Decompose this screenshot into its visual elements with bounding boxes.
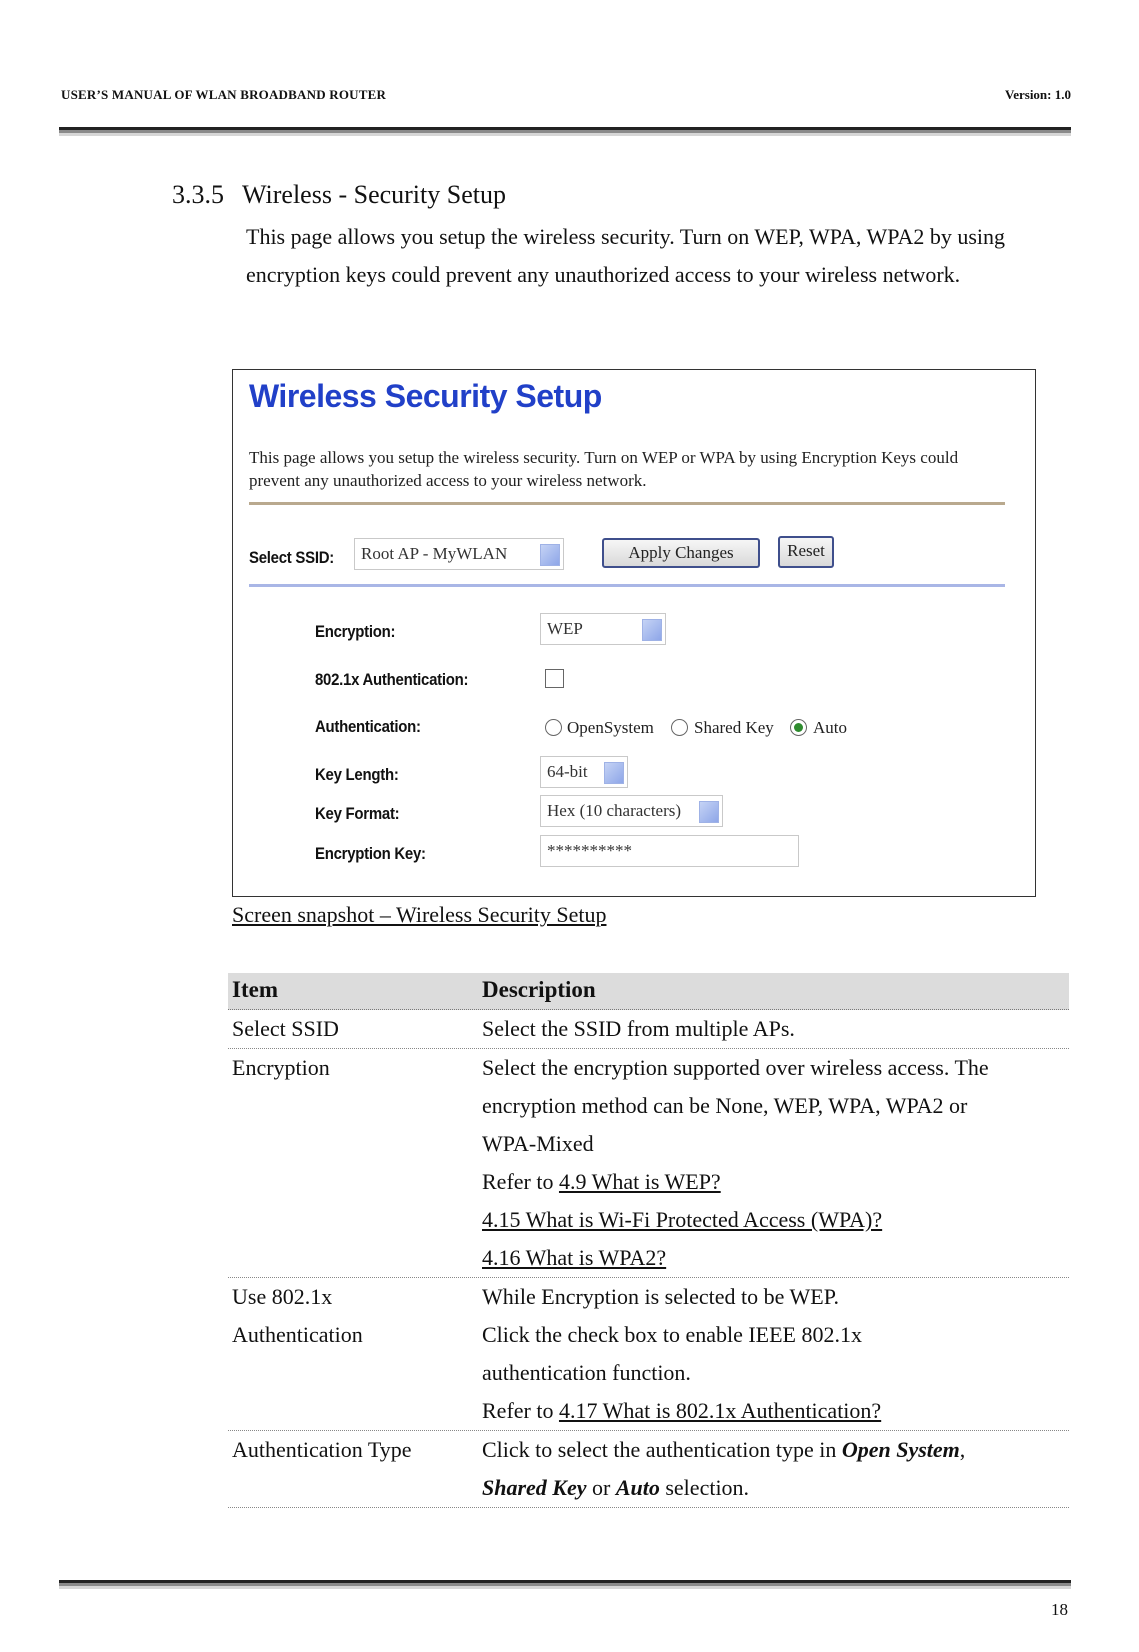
key-format-label: Key Format: — [315, 804, 400, 823]
item-line: Use 802.1x — [232, 1284, 333, 1309]
header-item: Item — [232, 977, 278, 1002]
description-line: authentication function. — [482, 1360, 691, 1385]
auth-8021x-checkbox[interactable] — [545, 669, 564, 688]
radio-open-system[interactable] — [545, 719, 562, 736]
screenshot-page-title: Wireless Security Setup — [249, 378, 602, 414]
table-row — [228, 1049, 1069, 1278]
section-heading — [172, 180, 506, 210]
dropdown-arrow-icon — [540, 544, 560, 566]
manual-version: Version: 1.0 — [1005, 87, 1071, 102]
description-line — [482, 1469, 1069, 1507]
refer-line — [482, 1163, 1069, 1201]
description-line: While Encryption is selected to be WEP. — [482, 1284, 840, 1309]
section-number: 3.3.5 — [172, 180, 224, 209]
header-description: Description — [482, 977, 596, 1002]
table-row — [228, 1010, 1069, 1049]
row-description — [482, 1010, 1069, 1048]
table-row — [228, 1278, 1069, 1431]
screenshot-caption: Screen snapshot – Wireless Security Setup — [232, 902, 607, 927]
row-item: Authentication Type — [232, 1437, 412, 1462]
reset-button[interactable]: Reset — [778, 536, 834, 568]
select-ssid-label: Select SSID: — [249, 548, 334, 567]
encryption-select[interactable] — [540, 613, 666, 645]
authentication-label: Authentication: — [315, 717, 421, 736]
ssid-select-value: Root AP - MyWLAN — [361, 544, 508, 563]
refer-prefix: Refer to — [482, 1398, 559, 1423]
encryption-key-label: Encryption Key: — [315, 844, 426, 863]
key-format-select[interactable] — [540, 795, 723, 827]
footer-rule — [59, 1580, 1071, 1589]
page-number: 18 — [1051, 1600, 1068, 1619]
text-segment: selection. — [659, 1475, 750, 1500]
divider — [249, 502, 1005, 505]
text-segment: , — [959, 1437, 966, 1462]
emphasis-auto: Auto — [615, 1475, 660, 1500]
emphasis-shared-key: Shared Key — [482, 1475, 587, 1500]
table-header — [228, 973, 1069, 1010]
key-length-value: 64-bit — [547, 762, 588, 781]
key-length-label: Key Length: — [315, 765, 399, 784]
row-description — [482, 1431, 1069, 1507]
refer-prefix: Refer to — [482, 1169, 559, 1194]
ssid-select[interactable] — [354, 538, 564, 570]
screenshot-description: This page allows you setup the wireless security. Turn on WEP or WPA by using Encryption Keys could prevent any unauthorized access to your wireless network. — [249, 448, 959, 490]
description-line: WPA-Mixed — [482, 1131, 594, 1156]
radio-shared-key-label: Shared Key — [694, 718, 774, 737]
row-description — [482, 1278, 1069, 1430]
refer-line — [482, 1392, 1069, 1430]
dropdown-arrow-icon — [604, 762, 624, 784]
description-line: Click the check box to enable IEEE 802.1x — [482, 1322, 862, 1347]
link-what-is-8021x[interactable]: 4.17 What is 802.1x Authentication? — [558, 1398, 882, 1423]
row-description — [482, 1049, 1069, 1277]
row-item: Select SSID — [232, 1016, 339, 1041]
radio-auto[interactable] — [790, 719, 807, 736]
link-what-is-wpa[interactable]: 4.15 What is Wi-Fi Protected Access (WPA)? — [482, 1207, 883, 1232]
dropdown-arrow-icon — [699, 801, 719, 823]
header-rule — [59, 127, 1071, 136]
description-line — [482, 1431, 1069, 1469]
link-what-is-wpa2[interactable]: 4.16 What is WPA2? — [482, 1245, 667, 1270]
dropdown-arrow-icon — [642, 619, 662, 641]
text-segment: Click to select the authentication type in — [482, 1437, 842, 1462]
link-what-is-wep[interactable]: 4.9 What is WEP? — [558, 1169, 721, 1194]
encryption-select-value: WEP — [547, 619, 583, 638]
router-screenshot — [232, 369, 1036, 897]
section-intro: This page allows you setup the wireless security. Turn on WEP, WPA, WPA2 by using encryption keys could prevent any unauthorized access to your wireless network. — [246, 224, 1006, 287]
table-row — [228, 1431, 1069, 1508]
apply-changes-button[interactable]: Apply Changes — [602, 538, 760, 568]
description-table — [228, 973, 1069, 1508]
row-item — [232, 1278, 472, 1354]
radio-shared-key[interactable] — [671, 719, 688, 736]
emphasis-open-system: Open System — [841, 1437, 960, 1462]
auth-8021x-label: 802.1x Authentication: — [315, 670, 469, 689]
description-line: encryption method can be None, WEP, WPA, WPA2 or — [482, 1093, 968, 1118]
radio-auto-label: Auto — [813, 718, 847, 737]
description-line: Select the encryption supported over wireless access. The — [482, 1055, 989, 1080]
divider — [249, 584, 1005, 587]
encryption-key-input[interactable]: ********** — [540, 835, 799, 867]
item-line: Authentication — [232, 1322, 363, 1347]
encryption-label: Encryption: — [315, 622, 396, 641]
manual-header-title: USER’S MANUAL OF WLAN BROADBAND ROUTER — [61, 87, 387, 102]
description-line: Select the SSID from multiple APs. — [482, 1016, 795, 1041]
key-format-value: Hex (10 characters) — [547, 801, 682, 820]
section-title: Wireless - Security Setup — [242, 180, 506, 209]
text-segment: or — [586, 1475, 616, 1500]
key-length-select[interactable] — [540, 756, 628, 788]
radio-open-system-label: OpenSystem — [567, 718, 654, 737]
row-item: Encryption — [232, 1055, 330, 1080]
